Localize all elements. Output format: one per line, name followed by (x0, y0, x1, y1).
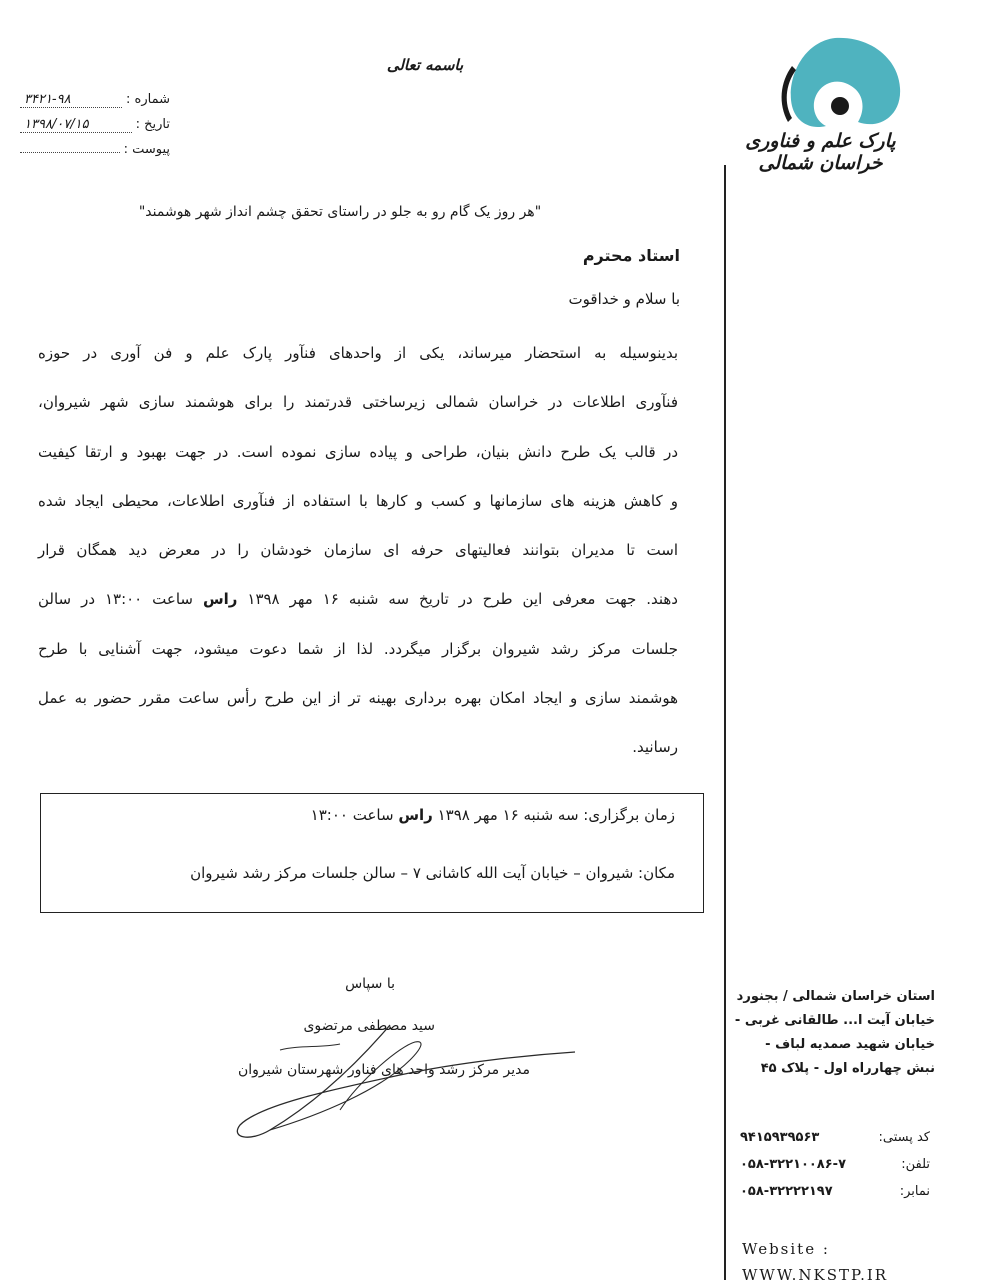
meeting-info-box (40, 793, 704, 913)
letter-body (38, 329, 678, 773)
letter-meta (20, 92, 170, 167)
org-name: پارک علم و فناوری خراسان شمالی (745, 130, 896, 174)
body-line-meeting (38, 575, 678, 624)
number-value: ۳۴۲۱-۹۸ (20, 92, 122, 108)
time-bold: راس (398, 806, 433, 824)
address-line: نبش چهارراه اول - پلاک ۴۵ (760, 1061, 935, 1076)
postal-code-value: ۹۴۱۵۹۳۹۵۶۳ (740, 1130, 820, 1145)
body-line: و کاهش هزینه های سازمانها و کسب و کارها با استفاده از فنآوری اطلاعات، محیطی ایجاد شده (38, 491, 678, 510)
postal-code-label: کد پستی: (878, 1130, 930, 1145)
greeting: با سلام و خداقوت (568, 290, 680, 308)
meeting-time (311, 806, 675, 824)
body-line: رسانید. (632, 738, 678, 757)
body-line: در قالب یک طرح دانش بنیان، طراحی و پیاده سازی نموده است. در جهت بهبود و ارتقا کیفیت (38, 442, 678, 461)
time-part2: ساعت ۱۳:۰۰ (310, 806, 399, 824)
phone-row (740, 1151, 930, 1178)
number-row (20, 92, 170, 117)
address-line: خیابان آیت ا... طالقانی غربی - (734, 1013, 935, 1028)
signer-title: مدیر مرکز رشد واحد های فناور شهرستان شیروان (237, 1062, 530, 1078)
address-line: خیابان شهید صمدیه لباف - (765, 1037, 935, 1052)
attachment-row (20, 142, 170, 167)
contact-info (740, 1124, 930, 1205)
attachment-value (20, 152, 120, 153)
website-label: Website : (742, 1240, 830, 1258)
line6-part1: دهند. جهت معرفی این طرح در تاریخ سه شنبه ۱۶ مهر ۱۳۹۸ (237, 590, 678, 609)
date-value: ۱۳۹۸/۰۷/۱۵ (20, 117, 132, 133)
date-row (20, 117, 170, 142)
website-block (742, 1240, 922, 1284)
fax-row (740, 1178, 930, 1205)
handwritten-signature (210, 1020, 590, 1150)
meeting-place: مکان: شیروان – خیابان آیت الله کاشانی ۷ – سالن جلسات مرکز رشد شیروان (190, 864, 675, 882)
address-line: استان خراسان شمالی / بجنورد (736, 989, 935, 1004)
body-line: هوشمند سازی و ایجاد امکان بهره برداری بهینه تر از این طرح رأس ساعت مقرر حضور به عمل (38, 689, 678, 708)
time-part1: زمان برگزاری: سه شنبه ۱۶ مهر ۱۳۹۸ (432, 806, 675, 824)
margin-divider (724, 165, 726, 1280)
body-line: فنآوری اطلاعات در خراسان شمالی زیرساختی قدرتمند را برای هوشمند سازی شهر شیروان، (38, 393, 678, 412)
phone-value: ۰۵۸-۳۲۲۱۰۰۸۶-۷ (740, 1157, 847, 1172)
thanks-text: با سپاس (345, 976, 395, 992)
phone-label: تلفن: (901, 1157, 930, 1172)
number-label: شماره : (126, 92, 170, 107)
body-line: بدینوسیله به استحضار میرساند، یکی از واحدهای فنآور پارک علم و فن آوری در حوزه (38, 344, 678, 362)
invocation-heading: باسمه تعالی (386, 56, 464, 74)
line6-bold: راس (202, 590, 238, 609)
fax-label: نمابر: (899, 1184, 930, 1199)
date-label: تاریخ : (135, 117, 170, 132)
website-url: WWW.NKSTP.IR (742, 1266, 889, 1284)
postal-address (735, 985, 935, 1081)
slogan: "هر روز یک گام رو به جلو در راستای تحقق چشم انداز شهر هوشمند" (138, 204, 542, 220)
line6-part2: ساعت ۱۳:۰۰ در سالن (38, 590, 203, 609)
postal-code-row (740, 1124, 930, 1151)
body-line: جلسات مرکز رشد شیروان برگزار میگردد. لذا از شما دعوت میشود، جهت آشنایی با طرح (38, 639, 678, 658)
salutation: استاد محترم (582, 246, 680, 265)
body-line: است تا مدیران بتوانند فعالیتهای حرفه ای سازمان خودشان را در معرض دید همگان قرار (38, 541, 678, 560)
signer-name: سید مصطفی مرتضوی (303, 1018, 435, 1034)
attachment-label: پیوست : (123, 142, 170, 157)
fax-value: ۰۵۸-۳۲۲۲۲۱۹۷ (740, 1184, 833, 1199)
